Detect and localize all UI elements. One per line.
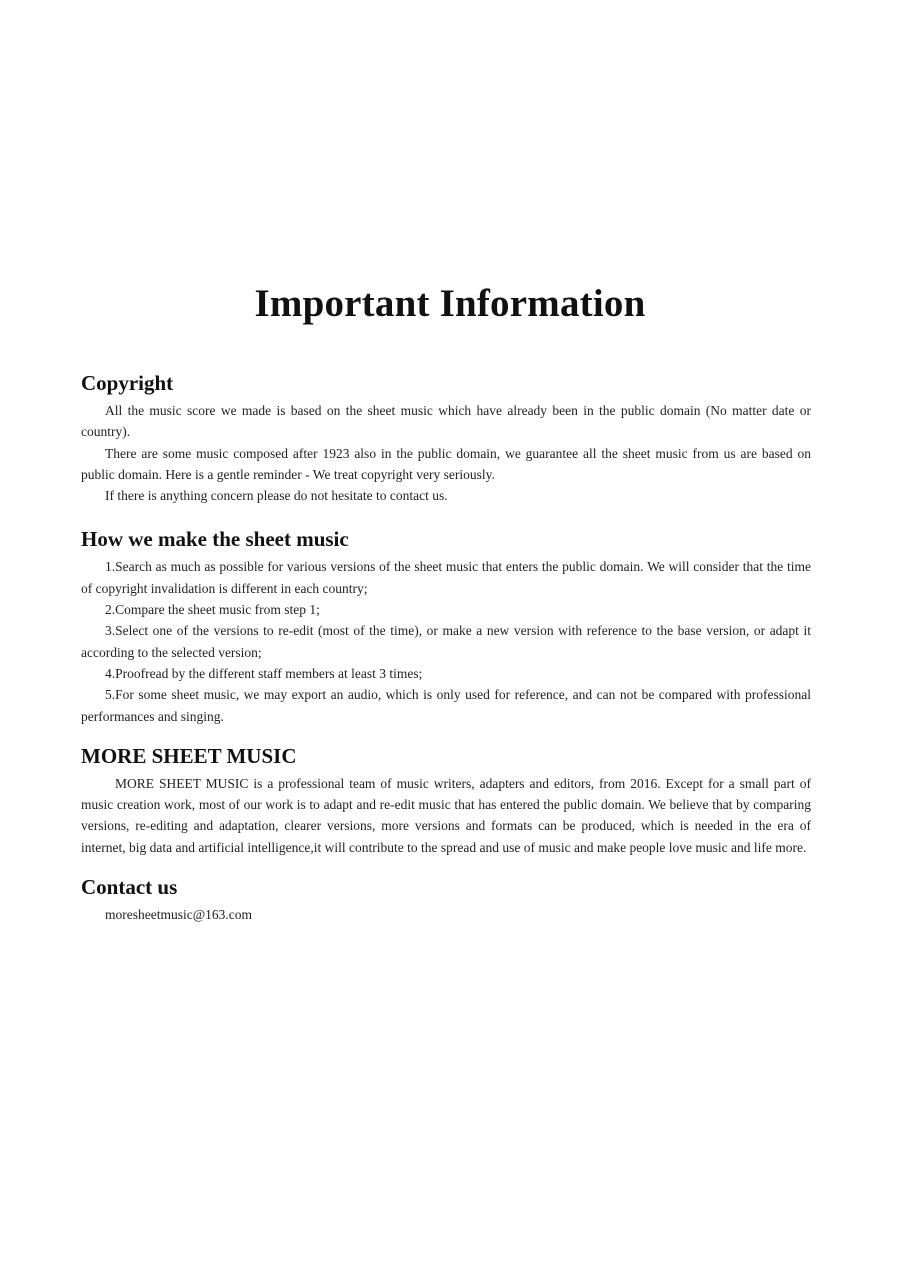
process-step: 4.Proofread by the different staff members at least 3 times; bbox=[105, 665, 423, 681]
section-more-sheet-music bbox=[81, 741, 811, 858]
contact-email[interactable]: moresheetmusic@163.com bbox=[105, 907, 253, 923]
section-heading-more-sheet-music: MORE SHEET MUSIC bbox=[81, 743, 297, 768]
page-title: Important Information bbox=[254, 282, 646, 325]
section-heading-contact: Contact us bbox=[81, 875, 178, 900]
section-heading-copyright: Copyright bbox=[81, 371, 174, 395]
process-step: 2.Compare the sheet music from step 1; bbox=[105, 602, 320, 618]
document-body bbox=[81, 368, 811, 939]
section-copyright bbox=[81, 368, 811, 506]
copyright-paragraph: All the music score we made is based on the sheet music which have already been in the public domain (No matter date or country). bbox=[81, 403, 811, 440]
copyright-paragraph: There are some music composed after 1923 also in the public domain, we guarantee all the sheet music from us are based on public domain. Here is a gentle reminder - We treat copyright very seriously. bbox=[81, 445, 811, 482]
section-contact bbox=[81, 872, 811, 925]
process-step: 3.Select one of the versions to re-edit (most of the time), or make a new version with reference to the base version, or adapt it according to the selected version; bbox=[81, 623, 811, 660]
about-paragraph: MORE SHEET MUSIC is a professional team of music writers, adapters and editors, from 2016. Except for a small part of music creation work, most of our work is to adapt and re-edit music that has entered the public domain. We believe that by comparing versions, re-editing and adaptation, clearer versions, more versions and formats can be produced, which is needed in the era of internet, big data and artificial intelligence,it will contribute to the spread and use of music and make people love music and life more. bbox=[81, 775, 811, 855]
section-heading-how-we-make: How we make the sheet music bbox=[81, 527, 349, 552]
process-step: 1.Search as much as possible for various versions of the sheet music that enters the public domain. We will consider that the time of copyright invalidation is different in each country; bbox=[81, 559, 811, 596]
section-how-we-make bbox=[81, 524, 811, 726]
process-step: 5.For some sheet music, we may export an audio, which is only used for reference, and can not be compared with professional performances and singing. bbox=[81, 687, 811, 724]
copyright-paragraph: If there is anything concern please do not hesitate to contact us. bbox=[105, 488, 448, 504]
